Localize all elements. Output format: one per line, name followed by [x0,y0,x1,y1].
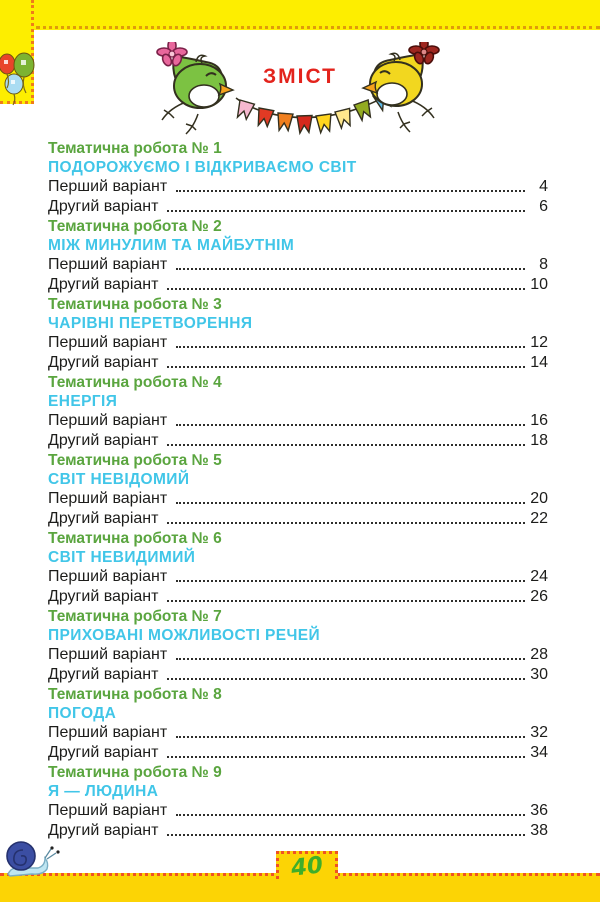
toc-entry-page: 36 [530,802,548,819]
toc-entry-row [48,431,548,451]
toc-entry-label: Другий варіант [48,510,159,527]
toc-section [48,139,548,217]
toc-entry-page: 26 [530,588,548,605]
dot-leader [167,600,525,602]
work-title: Тематична робота № 1 [48,140,222,157]
toc-entry-row [48,411,548,431]
toc-entry-label: Перший варіант [48,646,168,663]
toc-entry-row [48,821,548,841]
dot-leader [176,190,525,192]
work-title: Тематична робота № 7 [48,608,222,625]
toc-entry-row [48,567,548,587]
toc-entry-row [48,333,548,353]
toc-entry-label: Перший варіант [48,334,168,351]
toc-entry-row [48,587,548,607]
top-left-corner-block [0,0,34,104]
toc-entry-row [48,801,548,821]
toc-entry-row [48,743,548,763]
toc-entry-row [48,509,548,529]
toc-entry-row [48,255,548,275]
toc-entry-page: 38 [530,822,548,839]
topic-title: МІЖ МИНУЛИМ ТА МАЙБУТНІМ [48,237,295,254]
dot-leader [176,346,525,348]
toc-entry-label: Перший варіант [48,568,168,585]
topic-title: СВІТ НЕВИДИМИЙ [48,549,196,566]
topic-title: СВІТ НЕВІДОМИЙ [48,471,190,488]
work-title: Тематична робота № 2 [48,218,222,235]
toc-entry-row [48,489,548,509]
toc-entry-row [48,197,548,217]
toc-entry-page: 24 [530,568,548,585]
topic-title: ПРИХОВАНІ МОЖЛИВОСТІ РЕЧЕЙ [48,627,321,644]
dot-leader [167,288,525,290]
toc-entry-label: Перший варіант [48,256,168,273]
work-title: Тематична робота № 3 [48,296,222,313]
toc-entry-page: 4 [539,178,548,195]
toc-entry-row [48,353,548,373]
dot-leader [167,366,525,368]
bunting-flags-icon [234,89,393,133]
dot-leader [167,756,525,758]
toc-entry-label: Другий варіант [48,432,159,449]
snail-icon [0,838,64,882]
work-title: Тематична робота № 8 [48,686,222,703]
topic-title: ЧАРІВНІ ПЕРЕТВОРЕННЯ [48,315,253,332]
toc-entry-page: 16 [530,412,548,429]
toc-entry-label: Другий варіант [48,276,159,293]
dot-leader [176,580,525,582]
balloons-icon [0,52,40,108]
toc-entry-page: 18 [530,432,548,449]
toc-entry-page: 10 [530,276,548,293]
dot-leader [167,444,525,446]
toc-entry-page: 12 [530,334,548,351]
toc-section [48,373,548,451]
page-title: ЗМІСТ [263,65,337,88]
dot-leader [176,736,525,738]
page-number: 40 [289,851,325,882]
work-title: Тематична робота № 6 [48,530,222,547]
topic-title: ЕНЕРГІЯ [48,393,118,410]
toc-entry-label: Другий варіант [48,354,159,371]
dot-leader [167,210,525,212]
toc-entry-row [48,177,548,197]
toc-entry-row [48,275,548,295]
dot-leader [176,424,525,426]
toc-entry-page: 28 [530,646,548,663]
header [140,42,460,142]
dot-leader [176,268,525,270]
dot-leader [176,814,525,816]
toc-list [48,139,548,841]
dot-leader [167,522,525,524]
birds-and-bunting-icon [140,42,460,142]
toc-section [48,607,548,685]
work-title: Тематична робота № 5 [48,452,222,469]
topic-title: Я — ЛЮДИНА [48,783,159,800]
work-title: Тематична робота № 9 [48,764,222,781]
toc-entry-page: 22 [530,510,548,527]
toc-entry-row [48,645,548,665]
dot-leader [167,678,525,680]
toc-entry-page: 8 [539,256,548,273]
toc-section [48,451,548,529]
dot-leader [176,502,525,504]
toc-entry-label: Другий варіант [48,744,159,761]
topic-title: ПОГОДА [48,705,117,722]
work-title: Тематична робота № 4 [48,374,222,391]
toc-entry-row [48,723,548,743]
toc-entry-label: Другий варіант [48,198,159,215]
toc-section [48,763,548,841]
toc-entry-label: Другий варіант [48,588,159,605]
page-number-tab [276,851,338,882]
toc-entry-label: Перший варіант [48,412,168,429]
dot-leader [167,834,525,836]
toc-entry-page: 20 [530,490,548,507]
toc-entry-label: Перший варіант [48,178,168,195]
toc-entry-page: 30 [530,666,548,683]
toc-entry-row [48,665,548,685]
toc-entry-label: Перший варіант [48,802,168,819]
toc-entry-label: Другий варіант [48,666,159,683]
toc-entry-label: Другий варіант [48,822,159,839]
top-dotted-border [36,26,600,29]
toc-entry-label: Перший варіант [48,490,168,507]
toc-section [48,685,548,763]
toc-entry-label: Перший варіант [48,724,168,741]
toc-section [48,217,548,295]
dot-leader [176,658,525,660]
toc-section [48,295,548,373]
toc-entry-page: 32 [530,724,548,741]
toc-entry-page: 34 [530,744,548,761]
topic-title: ПОДОРОЖУЄМО І ВІДКРИВАЄМО СВІТ [48,159,357,176]
toc-section [48,529,548,607]
toc-entry-page: 6 [539,198,548,215]
toc-entry-page: 14 [530,354,548,371]
